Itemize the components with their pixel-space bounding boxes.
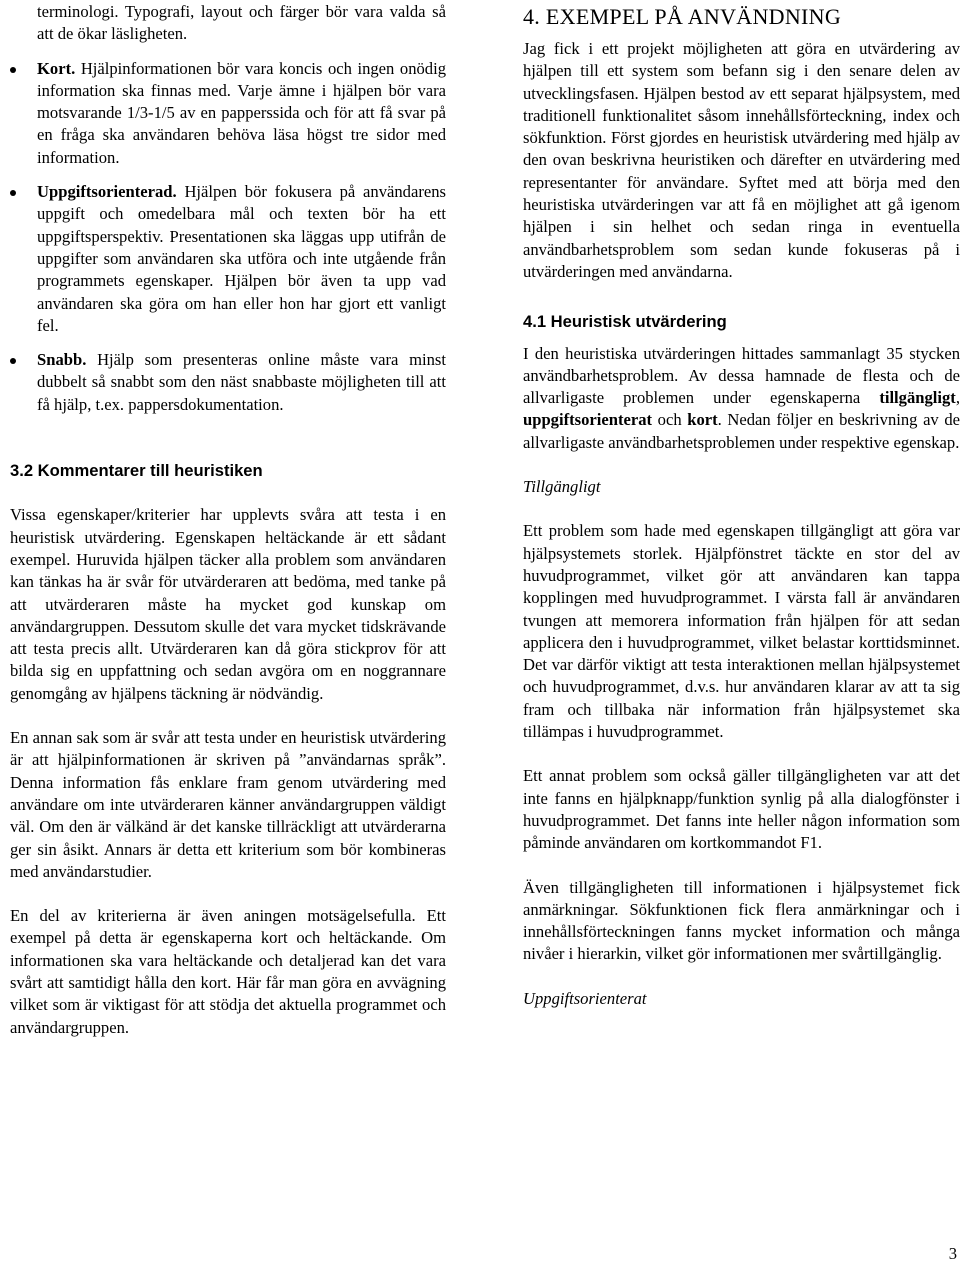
page-number: 3: [948, 1243, 957, 1263]
paragraph: Vissa egenskaper/kriterier har upplevts svåra att testa i en heuristisk utvärdering. Egenskapen heltäckande är ett sådant exempel. Huruvida hjälpen täcker alla problem som användaren kan tänkas ha är svår för utvärderaren att bedöma, med tanke på att utvärderaren måste ha mycket god kunskap om användargruppen. Dessutom skulle det vara mycket tidskrävande att testa precis allt. Utvärderaren kan då göra stickprov för att bilda sig en uppfattning och sedan avgöra om en noggrannare genomgång av hjälpens täckning är nödvändig.: [10, 505, 446, 703]
bullet-continuation: [10, 1, 446, 46]
bold-term: tillgängligt: [879, 388, 956, 408]
section-heading-4-1: 4.1 Heuristisk utvärdering: [523, 312, 727, 332]
paragraph: Jag fick i ett projekt möjligheten att göra en utvärdering av hjälpen till ett system som befann sig i den senare delen av utvecklingsfasen. Hjälpen bestod av ett separat hjälpsystem, med traditionell funktionalitet såsom innehållsförteckning, index och sökfunktion. Först gjordes en heuristisk utvärdering med hjälp av den ovan beskrivna heuristiken och därefter en utvärdering med representanter för användare. Syftet med att börja med den heuristiska utvärderingen var att få en möjlighet att gå igenom hjälpen i sin helhet och sedan ringa in eventuella användbarhetsproblem som sedan kunde fokuseras på i utvärderingen med användarna.: [523, 39, 960, 281]
text-run: . Nedan följer en beskrivning av de allvarligaste användbarhetsproblemen under respektive egenskap.: [523, 410, 960, 452]
paragraph: En annan sak som är svår att testa under en heuristisk utvärdering är att hjälpinformationen är skriven på ”användarnas språk”. Denna information fås enklare fram genom utvärdering med användare om inte utvärderaren känner användargruppen väldigt väl. Om den är välkänd är det kanske tillräckligt att utvärderarna ger sin åsikt. Annars är detta ett kriterium som bör kombineras med användarstudier.: [10, 728, 446, 881]
right-column: [523, 0, 960, 1010]
text-run: I den heuristiska utvärderingen hittades sammanlagt 35 stycken användbarhetsproblem. Av dessa hamnade de flesta och de allvarligaste problemen under egenskaperna: [523, 343, 960, 408]
left-column: [10, 0, 446, 1039]
paragraph: Ett problem som hade med egenskapen tillgängligt att göra var hjälpsystemets storlek. Hjälpfönstret täckte en stor del av huvudprogrammet, vilket gör att användaren kan tappa kopplingen med huvudprogrammet. I värsta fall är användaren tvungen att memorera information från hjälpen för att sedan applicera den i huvudprogrammet, vilket belastar korttidsminnet. Det var därför viktigt att testa interaktionen mellan hjälpsystemet och huvudprogrammet, d.v.s. hur användaren klarar av att ta sig fram och tillbaka när information från hjälpsystemet ska tillämpas i huvudprogrammet.: [523, 521, 960, 742]
bullet-uppg-text: [37, 181, 446, 337]
subheading-uppgiftsorienterat: Uppgiftsorienterat: [523, 988, 647, 1008]
bullet-intro-text: terminologi. Typografi, layout och färger bör vara valda så att de ökar läsligheten.: [37, 2, 446, 44]
bullet-kort-label: Kort.: [37, 58, 76, 78]
bullet-uppgiftsorienterad: [10, 181, 446, 337]
paragraph: Även tillgängligheten till informationen i hjälpsystemet fick anmärkningar. Sökfunktionen fick flera anmärkningar och i innehållsförteckningen fanns mycket information och många nivåer i hierarkin, vilket gör informationen mer svårtillgänglig.: [523, 877, 960, 964]
paragraph: [523, 343, 960, 454]
bullet-snabb: [10, 349, 446, 416]
bullet-uppg-label: Uppgiftsorienterad.: [37, 182, 177, 202]
paragraph: Ett annat problem som också gäller tillgängligheten var att det inte fanns en hjälpknapp/funktion synlig på alla dialogfönster i huvudprogrammet. Det fanns inte heller någon information som påminde användaren om kortkommandot F1.: [523, 766, 960, 853]
bullet-snabb-text: [37, 349, 446, 416]
text-run: ,: [955, 388, 960, 408]
text-run: och: [652, 410, 688, 430]
bullet-kort-body: Hjälpinformationen bör vara koncis och ingen onödig information ska finnas med. Varje ämne i hjälpen bör vara motsvarande 1/3-1/5 av en papperssida och för att få svar på en fråga ska användaren behöva läsa högst tre sidor med information.: [37, 58, 446, 167]
bullet-snabb-body: Hjälp som presenteras online måste vara minst dubbelt så snabbt som den näst snabbaste möjligheten till att få hjälp, t.ex. pappersdokumentation.: [37, 350, 446, 414]
bold-term: uppgiftsorienterat: [523, 410, 653, 430]
section-heading-4: 4. EXEMPEL PÅ ANVÄNDNING: [523, 4, 842, 29]
paragraph: En del av kriterierna är även aningen motsägelsefulla. Ett exempel på detta är egenskaperna kort och heltäckande. Om informationen ska vara heltäckande och detaljerad kan det vara svårt att samtidigt hålla den kort. Här får man göra en avvägning vilket som är viktigast för att stödja det aktuella programmet och användargruppen.: [10, 906, 446, 1037]
bullet-dot-icon: [10, 190, 16, 196]
bullet-kort-text: [37, 58, 446, 169]
section-heading-3-2: 3.2 Kommentarer till heuristiken: [10, 461, 263, 481]
bullet-uppg-body: Hjälpen bör fokusera på användarens uppgift och omedelbara mål och texten bör ha ett uppgiftsperspektiv. Presentationen ska läggas upp utifrån de uppgifter som användaren ska utföra och inte utgående från programmets egenskaper. Hjälpen bör även ta upp vad användaren ska göra om han eller hon har gjort ett vanligt fel.: [37, 182, 446, 335]
bullet-dot-icon: [10, 67, 16, 73]
bullet-kort: [10, 58, 446, 169]
bullet-snabb-label: Snabb.: [37, 350, 87, 370]
bullet-dot-icon: [10, 358, 16, 364]
subheading-tillgangligt: Tillgängligt: [523, 477, 601, 497]
bold-term: kort: [687, 410, 718, 430]
